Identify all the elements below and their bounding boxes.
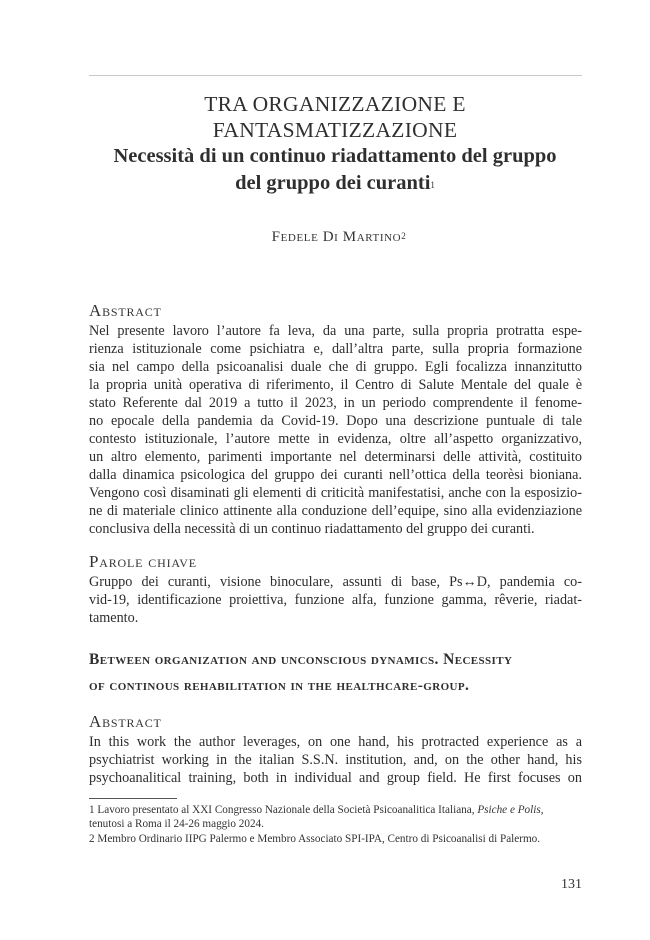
abstract-en-heading: Abstract — [89, 712, 162, 731]
abstract-it-line: sia nel campo della psicoanalisi duale che di gruppo. Egli focalizza innanzitutto — [89, 359, 582, 375]
subtitle-line-2-text: del gruppo dei curanti — [235, 172, 431, 194]
english-title — [89, 647, 582, 699]
subtitle-line-2 — [60, 170, 610, 197]
abstract-it-line: Vengono così disaminati gli elementi di criticità manifestatisi, anche con la esposizio- — [89, 485, 582, 501]
abstract-en-line: psychiatrist working in the italian S.S.N. institution, and, on the other hand, his — [89, 752, 582, 768]
footnote-1-prefix: 1 Lavoro presentato al XXI Congresso Nazionale della Società Psicoanalitica Italiana, — [89, 804, 478, 816]
abstract-it-line: conclusiva della necessità di un continuo riadattamento del gruppo dei curanti. — [89, 521, 535, 537]
subtitle-line-1: Necessità di un continuo riadattamento del gruppo — [113, 145, 557, 167]
abstract-it-line: stato Referente dal 2019 a tutto il 2023, in un periodo comprendente il fenome- — [89, 395, 582, 411]
title-line-2: FANTASMATIZZAZIONE — [212, 118, 458, 142]
footnote-2: 2 Membro Ordinario IIPG Palermo e Membro Associato SPI-IPA, Centro di Psicoanalisi di Palermo. — [89, 833, 541, 845]
abstract-it-line: contesto istituzionale, l’autore mette in evidenza, oltre all’aspetto organizzativo, — [89, 431, 582, 447]
abstract-it-heading: Abstract — [89, 301, 162, 320]
abstract-it-line: dalla dinamica psicologica del gruppo dei curanti nell’ottica della teorèsi bioniana. — [89, 467, 582, 483]
keywords-line: vid-19, identificazione proiettiva, funzione alfa, funzione gamma, rêverie, riadat- — [89, 592, 582, 608]
footnote-1-line-2: tenutosi a Roma il 24-26 maggio 2024. — [89, 818, 264, 830]
author-name-text: Fedele Di Martino — [271, 229, 402, 245]
abstract-it-line: la propria unità operativa di riferimento, il Centro di Salute Mentale del quale è — [89, 377, 582, 393]
abstract-it-line: rienza istituzionale come psichiatra e, dall’altra parte, sulla propria formazione — [89, 341, 582, 357]
title-line-1: TRA ORGANIZZAZIONE E — [204, 92, 466, 116]
abstract-it-line: Nel presente lavoro l’autore fa leva, da una parte, sulla propria protratta espe- — [89, 323, 582, 339]
abstract-en-line: psychoanalitical training, both in individual and group field. He first focuses on — [89, 770, 582, 786]
footnote-1-suffix: , — [540, 804, 544, 816]
abstract-it-line: no epocale della pandemia da Covid-19. Dopo una descrizione puntuale di tale — [89, 413, 582, 429]
abstract-en-line: In this work the author leverages, on one hand, his protracted experience as a — [89, 734, 582, 750]
author-name — [60, 229, 618, 246]
abstract-it-line: un altro elemento, parimenti importante nel determinarsi delle attività, costituito — [89, 449, 582, 465]
english-title-line-2: of continous rehabilitation in the healthcare-group. — [89, 677, 470, 694]
abstract-it-line: ne di materiale clinico attinente alla conduzione dell’equipe, sino alla evidenziazione — [89, 503, 582, 519]
page-number: 131 — [561, 877, 582, 892]
footnote-1-italic: Psiche e Polis — [477, 804, 541, 816]
footnote-rule — [89, 798, 177, 799]
footnote-ref-2[interactable]: 2 — [401, 231, 407, 241]
keywords-heading: Parole chiave — [89, 552, 197, 571]
footnote-1 — [89, 803, 582, 817]
article-title — [60, 91, 610, 197]
english-title-line-1: Between organization and unconscious dynamics. Necessity — [89, 651, 513, 668]
top-rule — [89, 75, 582, 76]
keywords-line: tamento. — [89, 610, 139, 626]
footnote-ref-1[interactable]: 1 — [430, 180, 435, 190]
keywords-line: Gruppo dei curanti, visione binoculare, assunti di base, Ps↔D, pandemia co- — [89, 574, 582, 590]
